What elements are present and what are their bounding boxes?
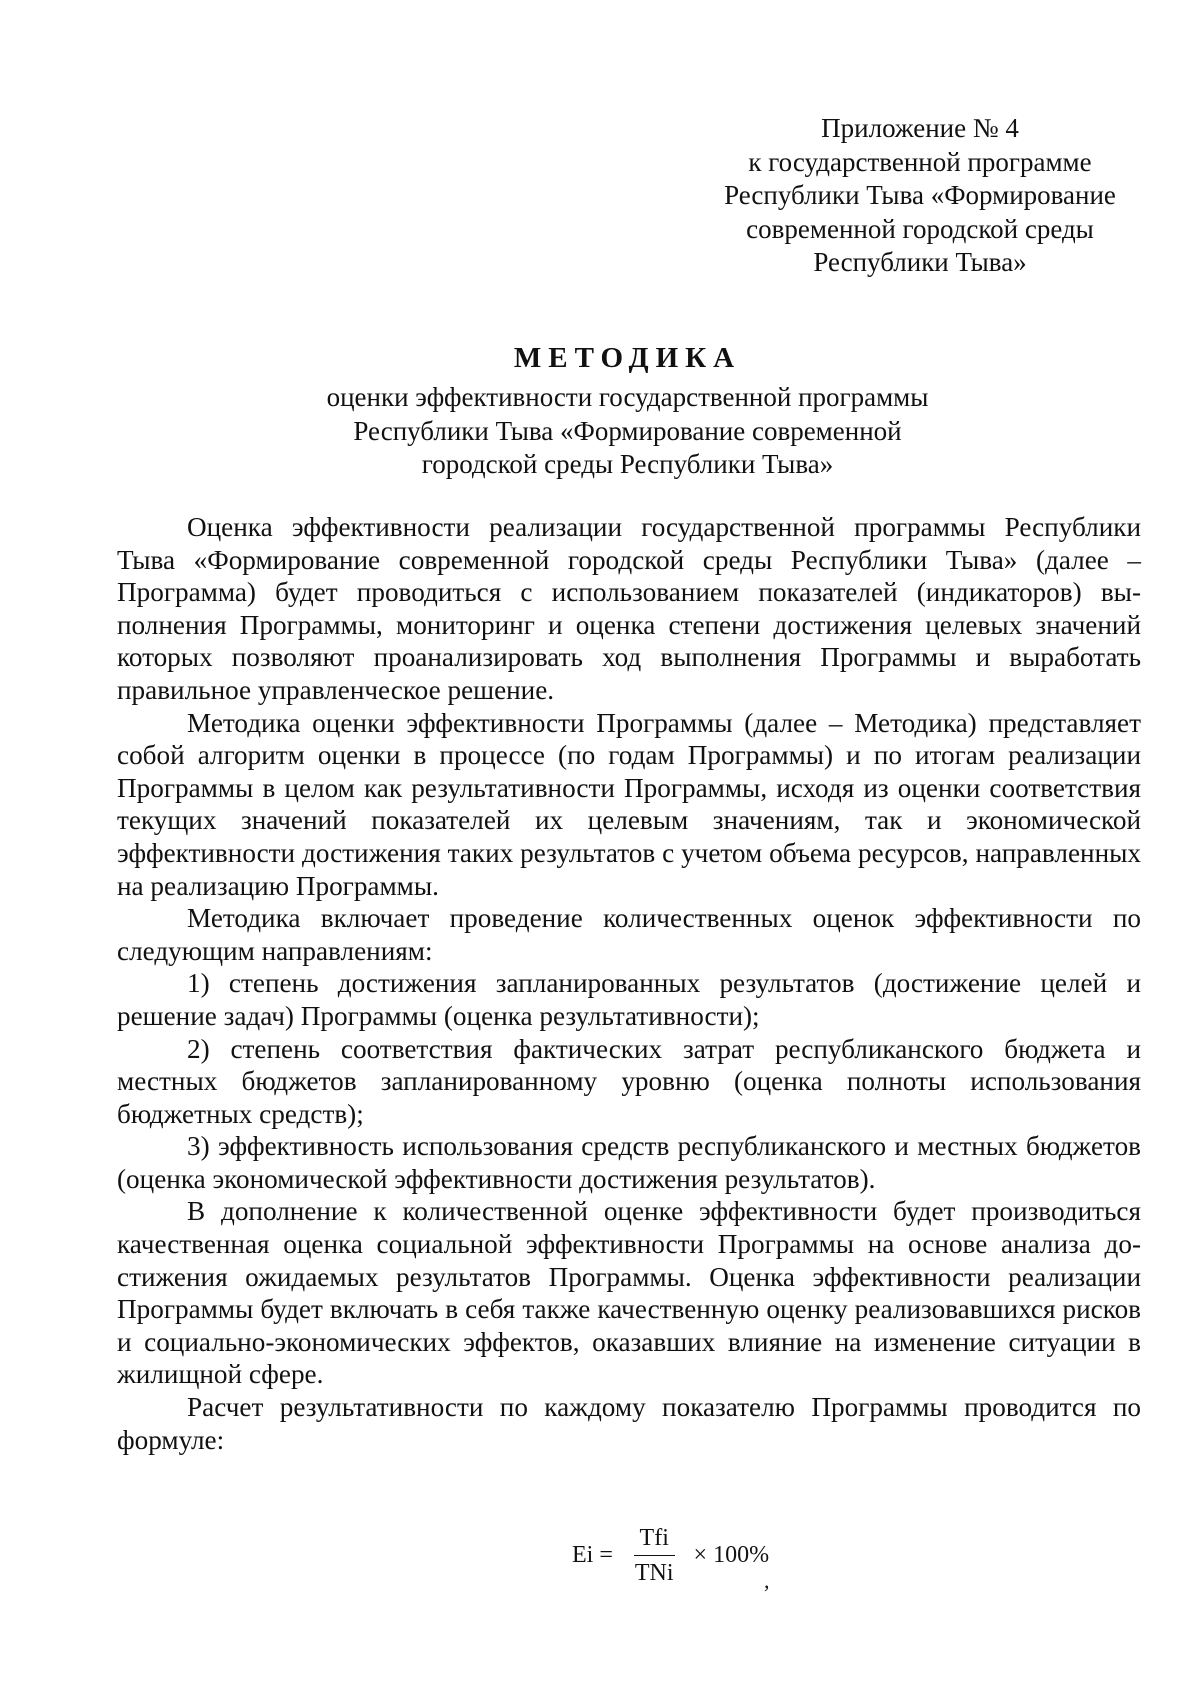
appendix-header bbox=[690, 112, 1150, 280]
body-paragraph: В дополнение к количественной оценке эффективности будет производиться качественная оценка социальной эффективности Программы на основе анализа достижения ожидаемых результатов Программы. Оценка эффективности реализации Программы будет включать в себя также качественную оценку реализовавшихся рисков и социально-экономических эффектов, оказавших влияние на изменение ситуации в жилищной сфере. bbox=[117, 1196, 1141, 1390]
formula-lhs: Ei = bbox=[572, 1541, 613, 1568]
body-paragraph: Методика оценки эффективности Программы (далее – Методика) представляет собой алгоритм оценки в процессе (по годам Программы) и по итогам реализации Программы в целом как результативности Программы, исходя из оценки соответствия текущих значений показателей их целевым значениям, так и экономической эффективности достижения таких результатов с учетом объема ресурсов, направленных на реализацию Программы. bbox=[117, 707, 1141, 901]
appendix-line: к государственной программе bbox=[748, 146, 1092, 177]
document-title: МЕТОДИКА bbox=[513, 342, 742, 374]
body-paragraph: Оценка эффективности реализации государственной программы Республики Тыва «Формирование современной городской среды Республики Тыва» (далее – Программа) будет проводиться с использованием показателей (индикаторов) выполнения Программы, мониторинг и оценка степени достижения целевых значений которых позволяют проанализировать ход выполнения Программы и выработать правильное управленческое решение. bbox=[117, 512, 1141, 705]
body-paragraph: Расчет результативности по каждому показателю Программы проводится по формуле: bbox=[117, 1392, 1141, 1455]
formula-denominator: TNi bbox=[634, 1559, 674, 1586]
appendix-line: Республики Тыва «Формирование bbox=[724, 180, 1116, 210]
formula-trailing-comma: , bbox=[764, 1568, 770, 1593]
appendix-line: Республики Тыва» bbox=[813, 247, 1027, 277]
formula-fraction bbox=[629, 1523, 680, 1588]
document-body bbox=[117, 511, 1141, 1456]
subtitle-line: Республики Тыва «Формирование современной bbox=[353, 415, 902, 446]
list-item: 2) степень соответствия фактических затрат республиканского бюджета и местных бюджетов запланированному уровню (оценка полноты использования бюджетных средств); bbox=[117, 1033, 1141, 1129]
subtitle-line: оценки эффективности государственной программы bbox=[326, 382, 929, 412]
efficiency-formula bbox=[572, 1510, 769, 1600]
formula-numerator: Tfi bbox=[634, 1523, 675, 1556]
appendix-line: Приложение № 4 bbox=[821, 113, 1019, 143]
document-subtitle bbox=[0, 381, 1200, 482]
subtitle-line: городской среды Республики Тыва» bbox=[421, 449, 834, 479]
body-paragraph: Методика включает проведение количественных оценок эффективности по следующим направлениям: bbox=[117, 903, 1141, 966]
formula-rhs: × 100% bbox=[693, 1541, 770, 1568]
appendix-line: современной городской среды bbox=[746, 213, 1094, 244]
list-item: 3) эффективность использования средств республиканского и местных бюджетов (оценка экономической эффективности достижения результатов). bbox=[117, 1131, 1141, 1194]
list-item: 1) степень достижения запланированных результатов (достижение целей и решение задач) Программы (оценка результативности); bbox=[117, 968, 1141, 1031]
